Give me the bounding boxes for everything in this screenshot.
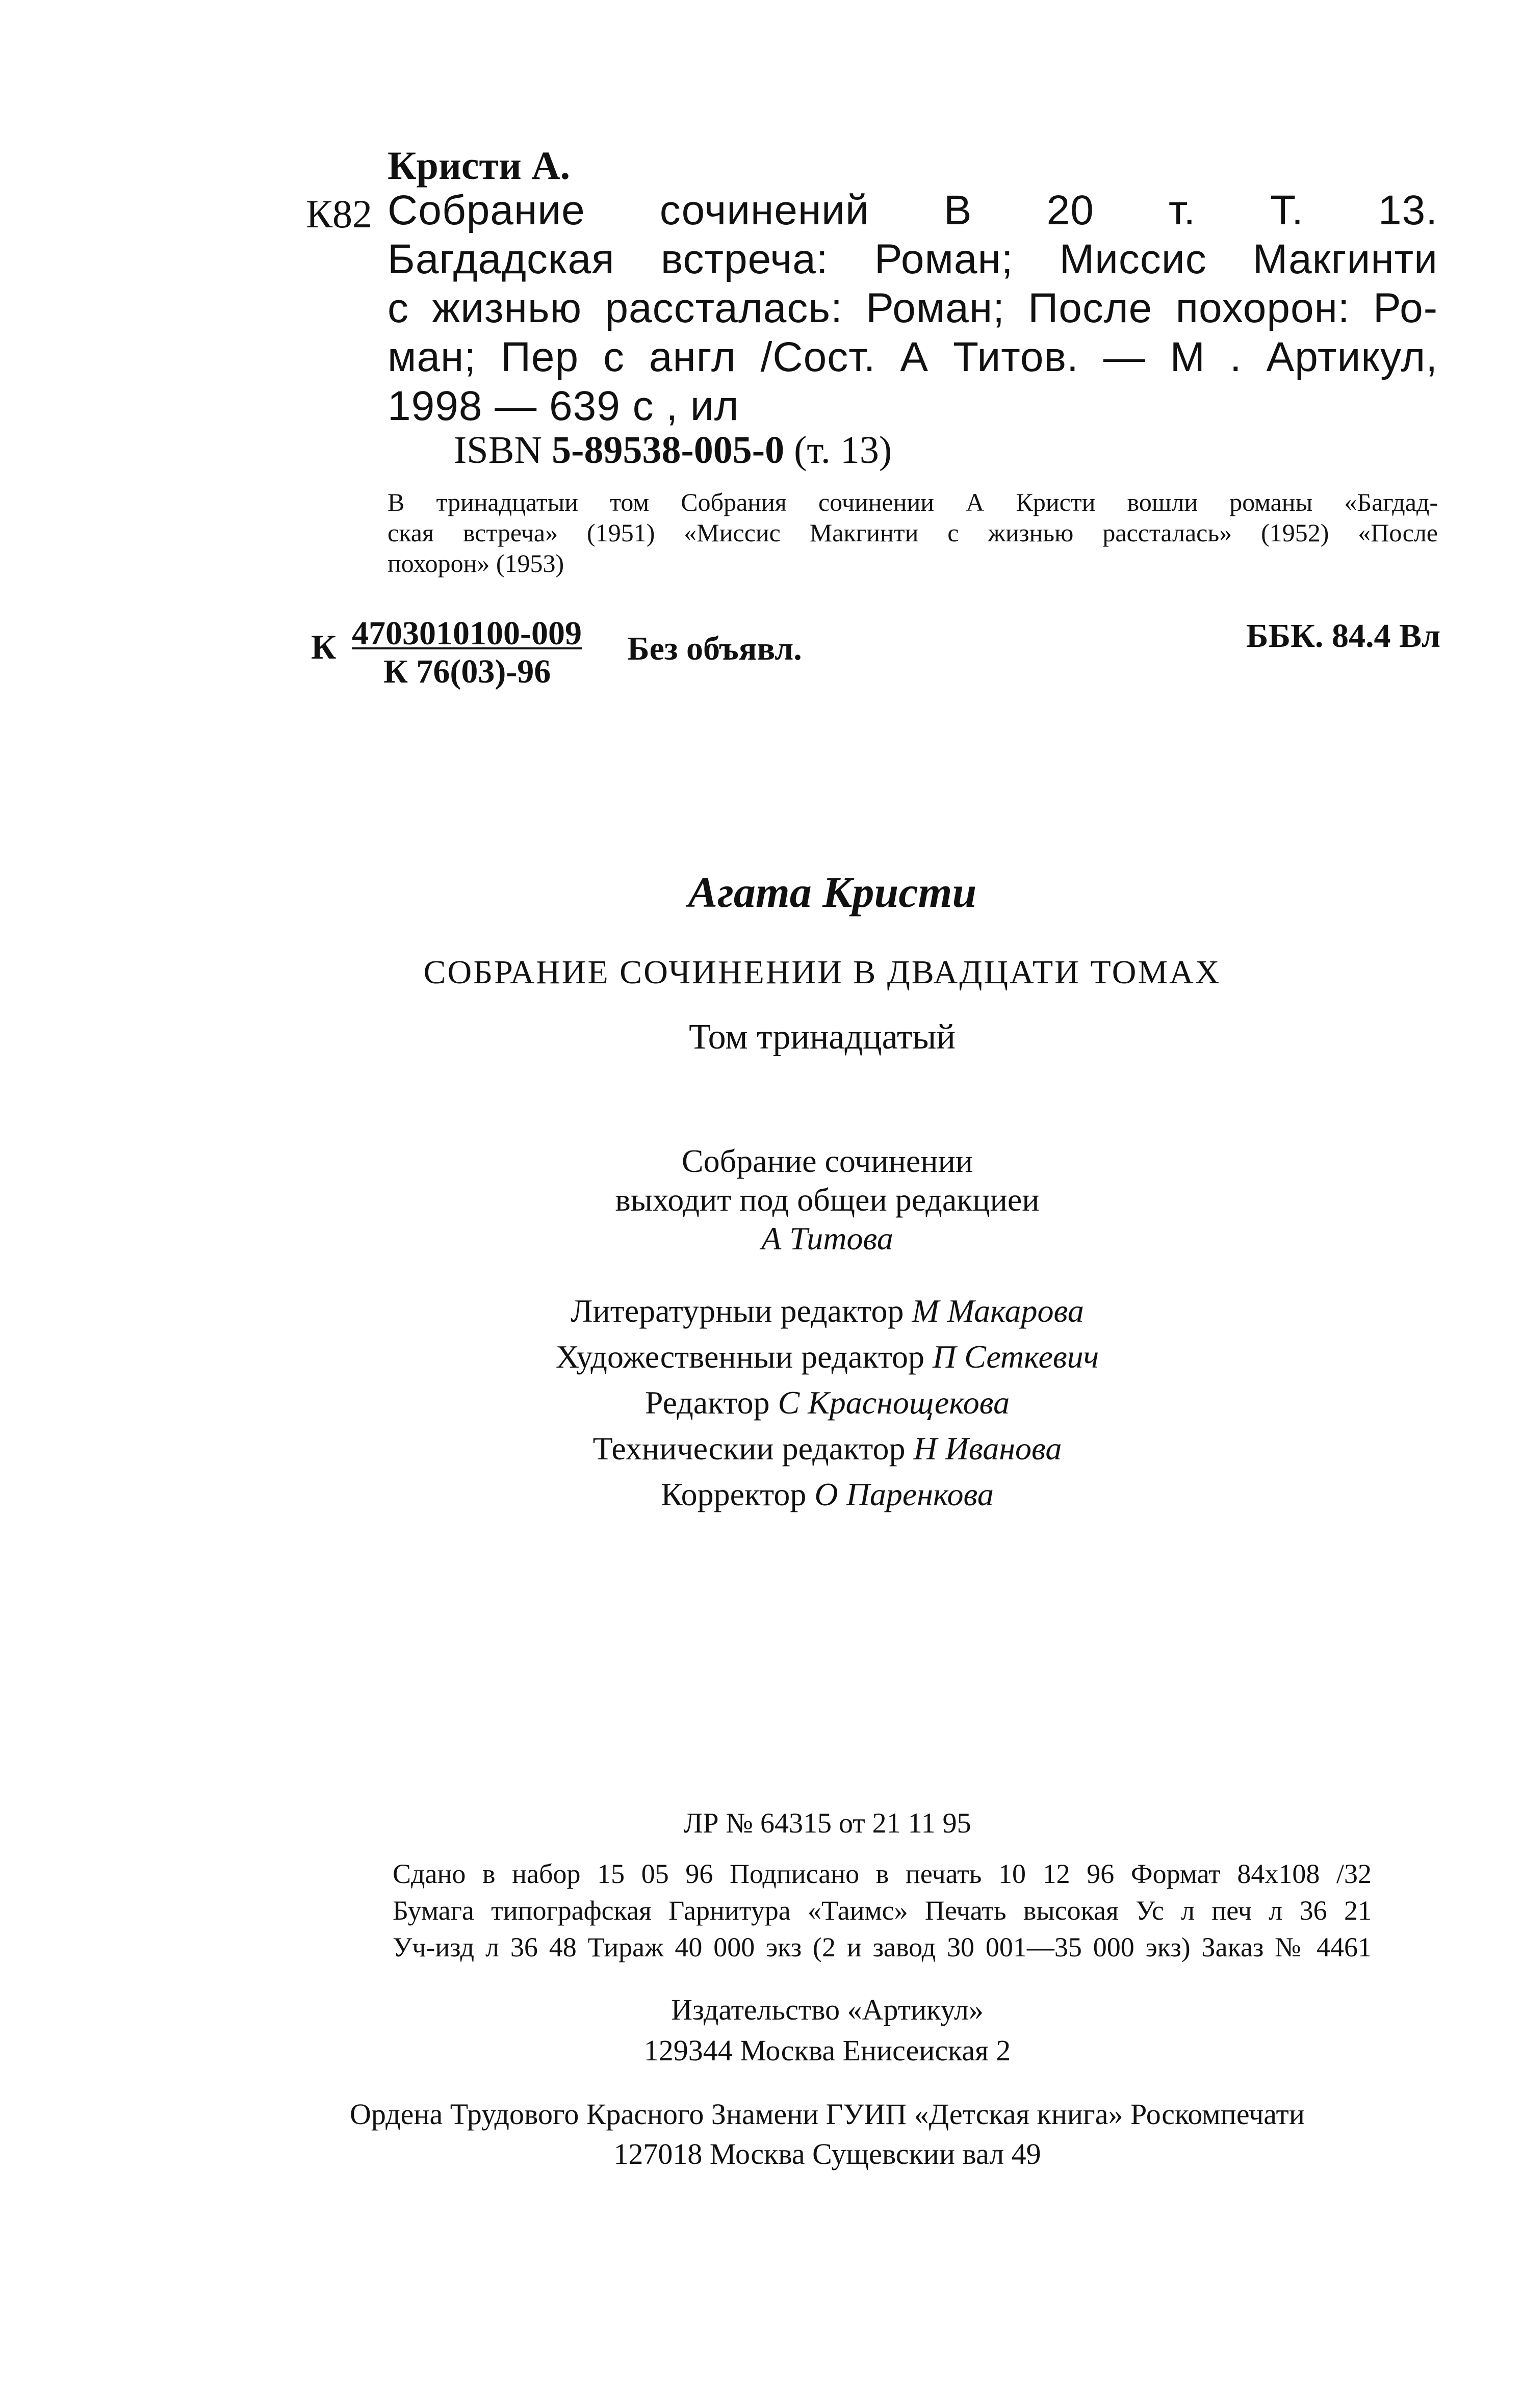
- catalog-number: К82: [306, 192, 373, 236]
- technical-data: [393, 1855, 1372, 1966]
- isbn-number: 5-89538-005-0: [552, 429, 785, 472]
- editorial-line: выходит под общеи редакциеи: [615, 1182, 1040, 1218]
- annotation-line: В тринадцатыи том Собрания сочинении А Кристи вошли романы «Багдад-: [388, 488, 1438, 516]
- annotation-line: ская встреча» (1951) «Миссис Макгинти с жизнью рассталась» (1952) «После: [388, 518, 1438, 547]
- catalog-author: Кристи А.: [388, 143, 571, 188]
- credit-literary-editor: Литературныи редактор М Макарова: [571, 1293, 1084, 1329]
- annotation-line: похорон» (1953): [388, 549, 564, 578]
- isbn-label: ISBN: [454, 429, 543, 472]
- tech-line: Бумага типографская Гарнитура «Таимс» Печать высокая Ус л печ л 36 21: [393, 1895, 1372, 1926]
- printer-name: Ордена Трудового Красного Знамени ГУИП «Детская книга» Роскомпечати: [350, 2098, 1305, 2131]
- publisher-address: 129344 Москва Енисеиская 2: [643, 2034, 1011, 2067]
- tech-line: Уч-изд л 36 48 Тираж 40 000 экз (2 и завод 30 001—35 000 экз) Заказ № 4461: [393, 1932, 1372, 1962]
- title-author: Агата Кристи: [688, 868, 977, 917]
- tech-line: Сдано в набор 15 05 96 Подписано в печать 10 12 96 Формат 84x108 /32: [393, 1859, 1372, 1889]
- classification-denominator: К 76(03)-96: [383, 653, 551, 690]
- biblio-line: Собрание сочинений В 20 т. Т. 13.: [388, 187, 1438, 233]
- classification-numerator: 4703010100-009: [352, 615, 582, 652]
- biblio-line: 1998 — 639 с , ил: [388, 383, 739, 429]
- editorial-editor: А Титова: [761, 1220, 893, 1257]
- isbn: [454, 428, 892, 473]
- credit-proofreader: Корректор О Паренкова: [661, 1476, 994, 1512]
- editorial-line: Собрание сочинении: [681, 1143, 973, 1179]
- biblio-line: Багдадская встреча: Роман; Миссис Макгинти: [388, 236, 1438, 282]
- credit-editor: Редактор С Краснощекова: [644, 1384, 1010, 1421]
- bibliographic-description: [388, 186, 1438, 431]
- credit-art-editor: Художественныи редактор П Сеткевич: [555, 1339, 1099, 1375]
- printer-address: 127018 Москва Сущевскии вал 49: [613, 2137, 1041, 2170]
- bbk-code: ББК. 84.4 Вл: [1246, 617, 1440, 655]
- annotation: [388, 487, 1438, 579]
- credit-technical-editor: Техническии редактор Н Иванова: [592, 1430, 1062, 1467]
- no-advert-note: Без объявл.: [627, 630, 802, 667]
- isbn-volume: (т. 13): [794, 429, 892, 472]
- volume-title: Том тринадцатый: [689, 1017, 956, 1057]
- classification-letter: К: [311, 627, 337, 666]
- publisher-name: Издательство «Артикул»: [671, 1993, 984, 2026]
- license-line: ЛР № 64315 от 21 11 95: [683, 1808, 971, 1839]
- biblio-line: с жизнью рассталась: Роман; После похорон: Ро-: [388, 285, 1438, 331]
- series-title: СОБРАНИЕ СОЧИНЕНИИ В ДВАДЦАТИ ТОМАХ: [423, 954, 1221, 991]
- biblio-line: ман; Пер с англ /Сост. А Титов. — М . Артикул,: [388, 334, 1438, 380]
